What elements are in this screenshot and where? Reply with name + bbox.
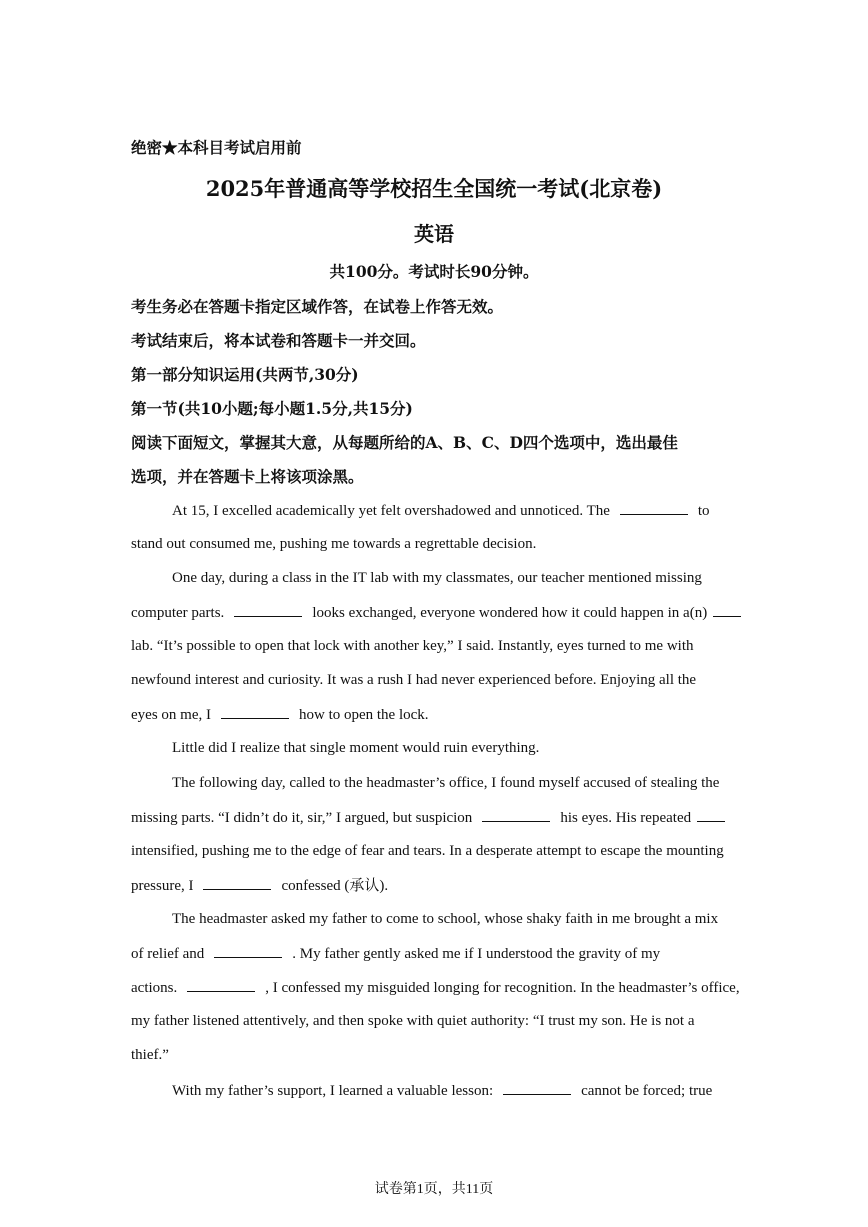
instruction-1: 考生务必在答题卡指定区域作答，在试卷上作答无效。	[131, 297, 504, 316]
subject-title: 英语	[414, 222, 454, 246]
answer-blank	[503, 1080, 571, 1095]
answer-blank	[697, 807, 725, 822]
answer-blank	[620, 500, 688, 515]
answer-blank	[234, 602, 302, 617]
section-heading: 第一部分知识运用(共两节,30分)	[131, 365, 359, 384]
passage-line: thief.”	[131, 1047, 169, 1063]
answer-blank	[203, 875, 271, 890]
passage-line: One day, during a class in the IT lab with my classmates, our teacher mentioned missing	[172, 570, 702, 586]
time-info: 共100分。考试时长90分钟。	[329, 262, 539, 281]
passage-line: pressure, I confessed (承认).	[131, 875, 741, 896]
answer-blank	[713, 602, 741, 617]
instruction-2: 考试结束后，将本试卷和答题卡一并交回。	[131, 331, 426, 350]
passage-line: The following day, called to the headmaster’s office, I found myself accused of stealing the	[172, 775, 720, 791]
subsection-heading: 第一节(共10小题;每小题1.5分,共15分)	[131, 399, 413, 418]
passage-line: intensified, pushing me to the edge of fear and tears. In a desperate attempt to escape the mounting	[131, 843, 724, 859]
passage-line: newfound interest and curiosity. It was a rush I had never experienced before. Enjoying all the	[131, 672, 697, 688]
confidential-label: 绝密★本科目考试启用前	[131, 138, 302, 157]
passage-line: The headmaster asked my father to come to school, whose shaky faith in me brought a mix	[172, 911, 719, 927]
passage-line: of relief and . My father gently asked me if I understood the gravity of my	[131, 943, 741, 964]
answer-blank	[482, 807, 550, 822]
passage-line: eyes on me, I how to open the lock.	[131, 704, 741, 725]
passage-line: my father listened attentively, and then spoke with quiet authority: “I trust my son. He is not a	[131, 1013, 695, 1029]
answer-blank	[214, 943, 282, 958]
passage-line: actions. , I confessed my misguided longing for recognition. In the headmaster’s office,	[131, 977, 741, 998]
passage-line: lab. “It’s possible to open that lock with another key,” I said. Instantly, eyes turned to me with	[131, 638, 694, 654]
answer-blank	[221, 704, 289, 719]
directions-line-2: 选项，并在答题卡上将该项涂黑。	[131, 467, 364, 486]
passage-line: At 15, I excelled academically yet felt overshadowed and unnoticed. The to	[131, 500, 741, 521]
passage-line: computer parts. looks exchanged, everyone wondered how it could happen in a(n)	[131, 602, 741, 623]
passage-line: Little did I realize that single moment would ruin everything.	[172, 740, 540, 756]
exam-title: 2025年普通高等学校招生全国统一考试(北京卷)	[205, 176, 663, 201]
directions-line-1: 阅读下面短文，掌握其大意，从每题所给的A、B、C、D四个选项中，选出最佳	[131, 433, 678, 452]
passage-line: With my father’s support, I learned a valuable lesson: cannot be forced; true	[131, 1080, 741, 1101]
passage-line: stand out consumed me, pushing me towards a regrettable decision.	[131, 536, 537, 552]
passage-line: missing parts. “I didn’t do it, sir,” I argued, but suspicion his eyes. His repeated	[131, 807, 741, 828]
answer-blank	[187, 977, 255, 992]
page-footer: 试卷第1页，共11页	[374, 1182, 494, 1197]
